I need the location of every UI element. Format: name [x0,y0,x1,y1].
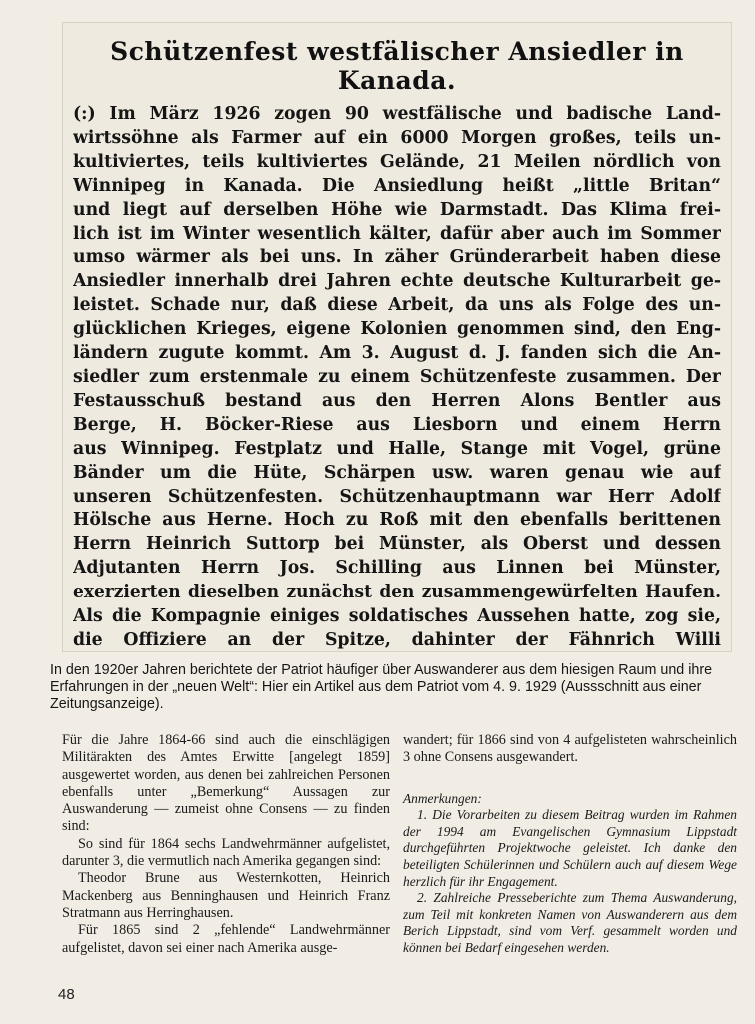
clipping-body [73,103,721,652]
clipping-line: umso wärmer als bei uns. In zäher Gründerarbeit haben diese [73,247,721,268]
left-column [62,732,390,957]
notes-section [403,791,737,957]
clipping-line: Berge, H. Böcker-Riese aus Liesborn und einem Herrn [73,414,721,435]
clipping-line: Herrn Heinrich Suttorp bei Münster, als Oberst und dessen [73,534,721,555]
clipping-line: aus Winnipeg. Festplatz und Halle, Stange mit Vogel, grüne [73,438,721,459]
clipping-line: kultiviertes, teils kultiviertes Gelände, 21 Meilen nördlich von [73,151,721,172]
right-paragraph-1: wandert; für 1866 sind von 4 aufgelisteten wahrscheinlich 3 ohne Consens ausgewandert. [403,732,737,766]
clipping-line: Adjutanten Herrn Jos. Schilling aus Linnen bei Münster, [73,558,721,579]
note-2: 2. Zahlreiche Presseberichte zum Thema Auswanderung, zum Teil mit konkreten Namen von Auswanderern aus dem Berich Lippstadt, sind vom Verf. gesammelt worden und können bei Bedarf eingesehen werden. [403,890,737,955]
notes-title: Anmerkungen: [403,790,482,806]
right-column [403,732,737,957]
clipping-headline: Schützenfest westfälischer Ansiedler in Kanada. [110,37,684,95]
clipping-line: exerzierten dieselben zunächst den zusammengewürfelten Haufen. [73,582,721,603]
clipping-line: (:) Im März 1926 zogen 90 westfälische und badische Land- [73,104,721,124]
left-paragraph-4: Für 1865 sind 2 „fehlende“ Landwehrmänner aufgelistet, davon sei einer nach Amerika ausge- [62,922,390,956]
clipping-line: Als die Kompagnie einiges soldatisches Aussehen hatte, zog sie, [73,606,721,627]
clipping-line: unseren Schützenfesten. Schützenhauptmann war Herr Adolf [73,486,721,507]
clipping-caption: In den 1920er Jahren berichtete der Patriot häufiger über Auswanderer aus dem hiesigen Raum und ihre Erfahrungen in der „neuen Welt“: Hier ein Artikel aus dem Patriot vom 4. 9. 1929 (Aussschnitt aus einer Zeitungsanzeige). [50,662,713,712]
clipping-line: Hölsche aus Herne. Hoch zu Roß mit den ebenfalls berittenen [73,510,721,531]
clipping-line: wirtssöhne als Farmer auf ein 6000 Morgen großes, teils un- [73,127,721,148]
clipping-line: siedler zum erstenmale zu einem Schützenfeste zusammen. Der [73,366,721,387]
clipping-line: leistet. Schade nur, daß diese Arbeit, da uns als Folge des un- [73,295,721,316]
note-1: 1. Die Vorarbeiten zu diesem Beitrag wurden im Rahmen der 1994 am Evangelischen Gymnasium Lippstadt durchgeführten Projektwoche geleistet. Ich danke den beteiligten Schülerinnen und Schülern auch auf diesem Wege herzlich für ihr Engagement. [403,807,737,889]
clipping-line: Festausschuß bestand aus den Herren Alons Bentler aus [73,390,721,411]
page-number: 48 [58,986,75,1003]
clipping-line: Bänder um die Hüte, Schärpen usw. waren genau wie auf [73,462,721,483]
left-paragraph-2: So sind für 1864 sechs Landwehrmänner aufgelistet, darunter 3, die vermutlich nach Amerika gegangen sind: [62,835,390,870]
clipping-line: ländern zugute kommt. Am 3. August d. J. fanden sich die An- [73,343,721,364]
clipping-line: Ansiedler innerhalb drei Jahren echte deutsche Kulturarbeit ge- [73,271,721,292]
clipping-line: Winnipeg in Kanada. Die Ansiedlung heißt „little Britan“ [73,175,721,196]
newspaper-clipping [62,22,732,652]
clipping-line: glücklichen Krieges, eigene Kolonien genommen sind, den Eng- [73,319,721,340]
clipping-line: lich ist im Winter wesentlich kälter, dafür aber auch im Sommer [73,223,721,244]
clipping-line: die Offiziere an der Spitze, dahinter der Fähnrich Willi [73,629,721,650]
left-paragraph-1: Für die Jahre 1864-66 sind auch die einschlägigen Militärakten des Amtes Erwitte [angelegt 1859] ausgewertet worden, aus denen bei zahlreichen Personen ebenfalls unter „Bemerkung“ Aussagen zur Auswanderung — zumeist ohne Consens — zu finden sind: [62,732,390,835]
clipping-line: und liegt auf derselben Höhe wie Darmstadt. Das Klima frei- [73,199,721,220]
left-paragraph-3: Theodor Brune aus Westernkotten, Heinrich Mackenberg aus Benninghausen und Heinrich Franz Stratmann aus Herringhausen. [62,870,390,921]
